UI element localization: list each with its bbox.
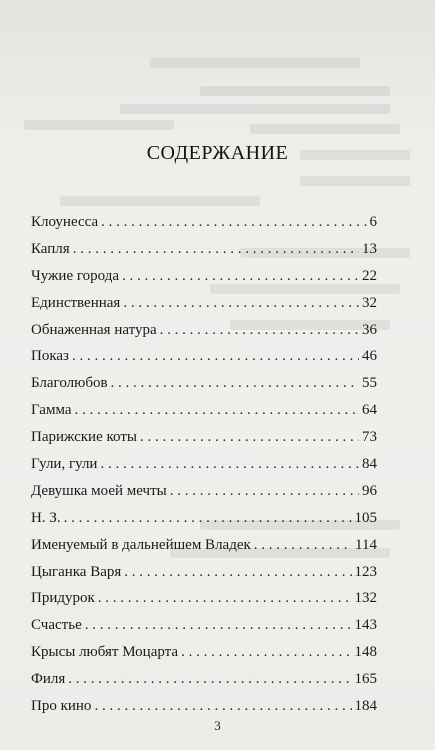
toc-entry-page: 73 bbox=[362, 429, 377, 446]
toc-entry-title: Показ bbox=[31, 348, 69, 365]
toc-entry-page: 165 bbox=[354, 671, 377, 688]
toc-entry-page: 123 bbox=[354, 563, 377, 580]
toc-entry-title: Крысы любят Моцарта bbox=[31, 644, 179, 661]
toc-entry-title: Единственная bbox=[31, 294, 121, 311]
dot-leader bbox=[181, 644, 351, 661]
toc-entry-title: Именуемый в дальнейшем Владек bbox=[31, 536, 251, 553]
toc-entry-title: Филя bbox=[31, 671, 66, 688]
toc-entry-page: 143 bbox=[354, 617, 377, 634]
dot-leader bbox=[123, 295, 359, 312]
toc-entry-title: Гамма bbox=[31, 402, 72, 419]
toc-entry bbox=[31, 348, 377, 375]
dot-leader bbox=[73, 241, 359, 258]
dot-leader bbox=[140, 429, 359, 446]
toc-entry-title: Капля bbox=[31, 240, 70, 257]
toc-entry-title: Придурок bbox=[31, 590, 95, 607]
toc-entry-page: 148 bbox=[354, 644, 377, 661]
toc-entry-page: 105 bbox=[354, 509, 377, 526]
toc-entry-title: Счастье bbox=[31, 617, 82, 634]
toc-entry-title: Гули, гули bbox=[31, 456, 98, 473]
toc-entry-page: 64 bbox=[362, 402, 377, 419]
toc-entry bbox=[31, 456, 377, 483]
toc-entry bbox=[31, 564, 377, 591]
dot-leader bbox=[94, 698, 351, 715]
toc-entry-title: Н. З. bbox=[31, 509, 61, 526]
page-title: СОДЕРЖАНИЕ bbox=[146, 142, 289, 164]
toc-entry bbox=[31, 537, 377, 564]
toc-entry-page: 114 bbox=[355, 536, 377, 553]
toc-entry bbox=[31, 644, 377, 671]
toc-entry-page: 132 bbox=[354, 590, 377, 607]
toc-entry-page: 46 bbox=[362, 348, 377, 365]
toc-entry-page: 55 bbox=[362, 375, 377, 392]
toc-entry-page: 84 bbox=[362, 456, 377, 473]
toc-entry-title: Чужие города bbox=[31, 267, 119, 284]
toc-entry-page: 6 bbox=[369, 214, 377, 230]
toc-entry-page: 96 bbox=[362, 482, 377, 499]
toc-entry-title: Парижские коты bbox=[31, 429, 137, 446]
toc-entry bbox=[31, 671, 377, 698]
page-number: 3 bbox=[214, 718, 221, 733]
toc-entry-page: 13 bbox=[362, 240, 377, 257]
dot-leader bbox=[111, 375, 359, 392]
toc-entry-title: Про кино bbox=[31, 698, 92, 715]
dot-leader bbox=[254, 537, 352, 554]
toc-entry-title: Цыганка Варя bbox=[31, 563, 122, 580]
toc-entry bbox=[31, 322, 377, 349]
toc-entry-title: Благолюбов bbox=[31, 375, 108, 392]
toc-entry bbox=[31, 268, 377, 295]
dot-leader bbox=[75, 402, 360, 419]
toc-entry-title: Клоунесса bbox=[31, 214, 99, 230]
dot-leader bbox=[68, 671, 351, 688]
toc-entry bbox=[31, 429, 377, 456]
toc-entry bbox=[31, 375, 377, 402]
toc-entry-title: Девушка моей мечты bbox=[31, 482, 167, 499]
dot-leader bbox=[72, 348, 359, 365]
dot-leader bbox=[64, 510, 352, 527]
dot-leader bbox=[170, 483, 359, 500]
toc-entry bbox=[31, 590, 377, 617]
toc-entry bbox=[31, 295, 377, 322]
dot-leader bbox=[98, 590, 352, 607]
toc-entry bbox=[31, 241, 377, 268]
dot-leader bbox=[100, 456, 359, 473]
toc-entry-page: 32 bbox=[362, 294, 377, 311]
toc-entry bbox=[31, 214, 377, 241]
toc-entry-page: 36 bbox=[362, 321, 377, 338]
toc-entry-page: 184 bbox=[354, 698, 377, 715]
dot-leader bbox=[160, 322, 359, 339]
dot-leader bbox=[101, 214, 366, 231]
toc-entry bbox=[31, 617, 377, 644]
toc-entry bbox=[31, 483, 377, 510]
toc-entry-title: Обнаженная натура bbox=[31, 321, 157, 338]
dot-leader bbox=[85, 617, 352, 634]
toc-entry bbox=[31, 510, 377, 537]
table-of-contents bbox=[31, 214, 377, 725]
dot-leader bbox=[122, 268, 359, 285]
dot-leader bbox=[124, 564, 351, 581]
toc-entry-page: 22 bbox=[362, 267, 377, 284]
toc-entry bbox=[31, 402, 377, 429]
